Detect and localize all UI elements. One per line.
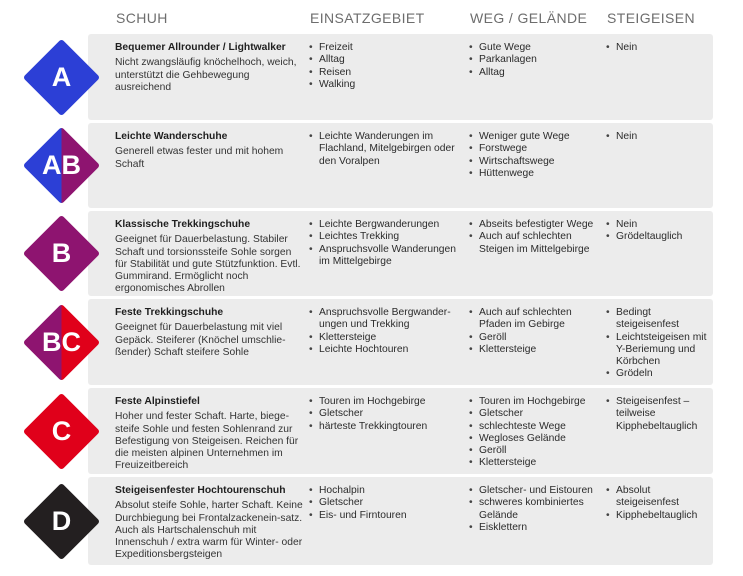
list-item: • Hüttenwege	[469, 168, 604, 180]
list-item: • Auch auf schlechten Pfaden im Gebirge	[469, 307, 604, 332]
shoe-description: Geeignet für Dauerbelastung mit viel Gepäck. Steiferer (Knöchel umschlie-ßender) Schaft steifere Sohle	[115, 322, 286, 358]
list-item: • Nein	[606, 131, 711, 143]
list-item: • Abseits befestigter Wege	[469, 219, 604, 231]
terrain-cell-list	[469, 219, 604, 256]
shoe-cell	[115, 131, 305, 171]
list-item: • Steigeisenfest – teilweise Kipphebeltauglich	[606, 396, 711, 433]
list-item: • Gletscher	[309, 408, 464, 420]
list-item: • Leichte Wanderungen im Flachland, Mitelgebirgen oder den Voralpen	[309, 131, 464, 168]
use-cell-list	[309, 219, 464, 268]
category-badge-a	[24, 40, 99, 115]
list-item: • Alltag	[309, 54, 464, 66]
header-way: WEG / GELÄNDE	[470, 10, 588, 26]
list-item: • Klettersteige	[469, 457, 604, 469]
list-item: • Reisen	[309, 67, 464, 79]
header-cramp: STEIGEISEN	[607, 10, 696, 26]
shoe-title: Klassische Trekkingschuhe	[115, 219, 251, 230]
list-item: • Touren im Hochgebirge	[469, 396, 604, 408]
list-item: • Auch auf schlechten Steigen im Mittelgebirge	[469, 231, 604, 256]
list-item: • Anspruchsvolle Wanderungen im Mittelgebirge	[309, 244, 464, 269]
terrain-cell	[469, 219, 604, 256]
badge-label: C	[51, 416, 72, 446]
shoe-cell	[115, 307, 305, 359]
badge-label: D	[51, 506, 72, 536]
list-item: • Grödeln	[606, 368, 711, 380]
table-row	[0, 123, 743, 208]
list-item: • Kipphebeltauglich	[606, 510, 711, 522]
crampon-cell	[606, 42, 711, 54]
badge-label: BC	[42, 327, 81, 357]
list-item: • Parkanlagen	[469, 54, 604, 66]
crampon-cell-list	[606, 485, 711, 522]
table-row	[0, 477, 743, 565]
shoe-title: Feste Trekkingschuhe	[115, 307, 224, 318]
shoe-description: Generell etwas fester und mit hohem Schaft	[115, 146, 284, 170]
shoe-cell	[115, 396, 305, 473]
use-cell-list	[309, 485, 464, 522]
list-item: • Weniger gute Wege	[469, 131, 604, 143]
shoe-title: Steigeisenfester Hochtourenschuh	[115, 485, 286, 496]
crampon-cell	[606, 219, 711, 244]
category-badge-c	[24, 394, 99, 469]
list-item: • Gletscher- und Eistouren	[469, 485, 604, 497]
list-item: • Grödeltauglich	[606, 231, 711, 243]
crampon-cell	[606, 396, 711, 433]
category-badge-bc	[24, 305, 99, 380]
use-cell	[309, 485, 464, 522]
list-item: • Gletscher	[469, 408, 604, 420]
list-item: • Nein	[606, 219, 711, 231]
list-item: • Walking	[309, 79, 464, 91]
list-item: • schlechteste Wege	[469, 421, 604, 433]
shoe-description: Geeignet für Dauerbelastung. Stabiler Schaft und torsionssteife Sohle sorgen für Stabilität und gute Stützfunktion. Evtl. Gummirand. Ermöglicht noch ergonomisches Abrollen	[115, 234, 301, 295]
use-cell	[309, 396, 464, 433]
terrain-cell	[469, 131, 604, 180]
shoe-cell	[115, 219, 305, 296]
category-badge-d	[24, 484, 99, 559]
list-item: • Leichtes Trekking	[309, 231, 464, 243]
terrain-cell-list	[469, 396, 604, 470]
use-cell-list	[309, 307, 464, 356]
list-item: • Forstwege	[469, 143, 604, 155]
badge-label: AB	[42, 150, 81, 180]
list-item: • Alltag	[469, 67, 604, 79]
list-item: • Absolut steigeisenfest	[606, 485, 711, 510]
list-item: • Wegloses Gelände	[469, 433, 604, 445]
header-shoe: SCHUH	[116, 10, 168, 26]
table-header	[0, 0, 743, 34]
list-item: • Klettersteige	[309, 332, 464, 344]
terrain-cell	[469, 485, 604, 534]
shoe-description: Absolut steife Sohle, harter Schaft. Keine Durchbiegung bei Frontalzackenein-satz. Auch als Hartschalenschuh mit Innenschuh / extra warm für Winter- oder Expeditionsbergsteigen	[115, 500, 303, 561]
shoe-cell	[115, 485, 305, 562]
shoe-description: Nicht zwangsläufig knöchelhoch, weich, unterstützt die Gehbewegung ausreichend	[115, 57, 297, 93]
shoe-cell	[115, 42, 305, 94]
list-item: • Geröll	[469, 332, 604, 344]
crampon-cell-list	[606, 42, 711, 54]
category-badge-b	[24, 216, 99, 291]
table-row	[0, 34, 743, 120]
terrain-cell	[469, 307, 604, 356]
use-cell-list	[309, 42, 464, 91]
list-item: • Anspruchsvolle Bergwander-ungen und Trekking	[309, 307, 464, 332]
list-item: • Hochalpin	[309, 485, 464, 497]
category-badge-ab	[24, 128, 99, 203]
crampon-cell-list	[606, 219, 711, 244]
list-item: • Bedingt steigeisenfest	[606, 307, 711, 332]
list-item: • Leichtsteigeisen mit Y-Beriemung und Körbchen	[606, 332, 711, 369]
table-row	[0, 211, 743, 296]
use-cell-list	[309, 396, 464, 433]
crampon-cell	[606, 307, 711, 381]
terrain-cell-list	[469, 485, 604, 534]
list-item: • Eis- und Firntouren	[309, 510, 464, 522]
list-item: • Wirtschaftswege	[469, 156, 604, 168]
use-cell	[309, 307, 464, 356]
use-cell	[309, 42, 464, 91]
list-item: • Eisklettern	[469, 522, 604, 534]
list-item: • Klettersteige	[469, 344, 604, 356]
list-item: • Nein	[606, 42, 711, 54]
terrain-cell	[469, 42, 604, 79]
use-cell-list	[309, 131, 464, 168]
terrain-cell	[469, 396, 604, 470]
use-cell	[309, 131, 464, 168]
list-item: • Geröll	[469, 445, 604, 457]
shoe-description: Hoher und fester Schaft. Harte, biege-steife Sohle und festen Sohlenrand zur Befestigung von Steigeisen. Reichen für die meisten alpinen Unternehmen im Freuizeitbereich	[115, 411, 299, 472]
crampon-cell-list	[606, 131, 711, 143]
list-item: • Leichte Hochtouren	[309, 344, 464, 356]
list-item: • Gute Wege	[469, 42, 604, 54]
list-item: • Freizeit	[309, 42, 464, 54]
table-row	[0, 388, 743, 474]
shoe-title: Feste Alpinstiefel	[115, 396, 200, 407]
terrain-cell-list	[469, 42, 604, 79]
shoe-title: Bequemer Allrounder / Lightwalker	[115, 42, 286, 53]
badge-label: B	[51, 238, 72, 268]
list-item: • Leichte Bergwanderungen	[309, 219, 464, 231]
header-use: EINSATZGEBIET	[310, 10, 425, 26]
crampon-cell-list	[606, 396, 711, 433]
list-item: • Gletscher	[309, 497, 464, 509]
crampon-cell-list	[606, 307, 711, 381]
list-item: • schweres kombiniertes Gelände	[469, 497, 604, 522]
table-row	[0, 299, 743, 385]
terrain-cell-list	[469, 307, 604, 356]
badge-label: A	[51, 62, 72, 92]
crampon-cell	[606, 131, 711, 143]
use-cell	[309, 219, 464, 268]
shoe-title: Leichte Wanderschuhe	[115, 131, 228, 142]
crampon-cell	[606, 485, 711, 522]
list-item: • härteste Trekkingtouren	[309, 421, 464, 433]
list-item: • Touren im Hochgebirge	[309, 396, 464, 408]
terrain-cell-list	[469, 131, 604, 180]
